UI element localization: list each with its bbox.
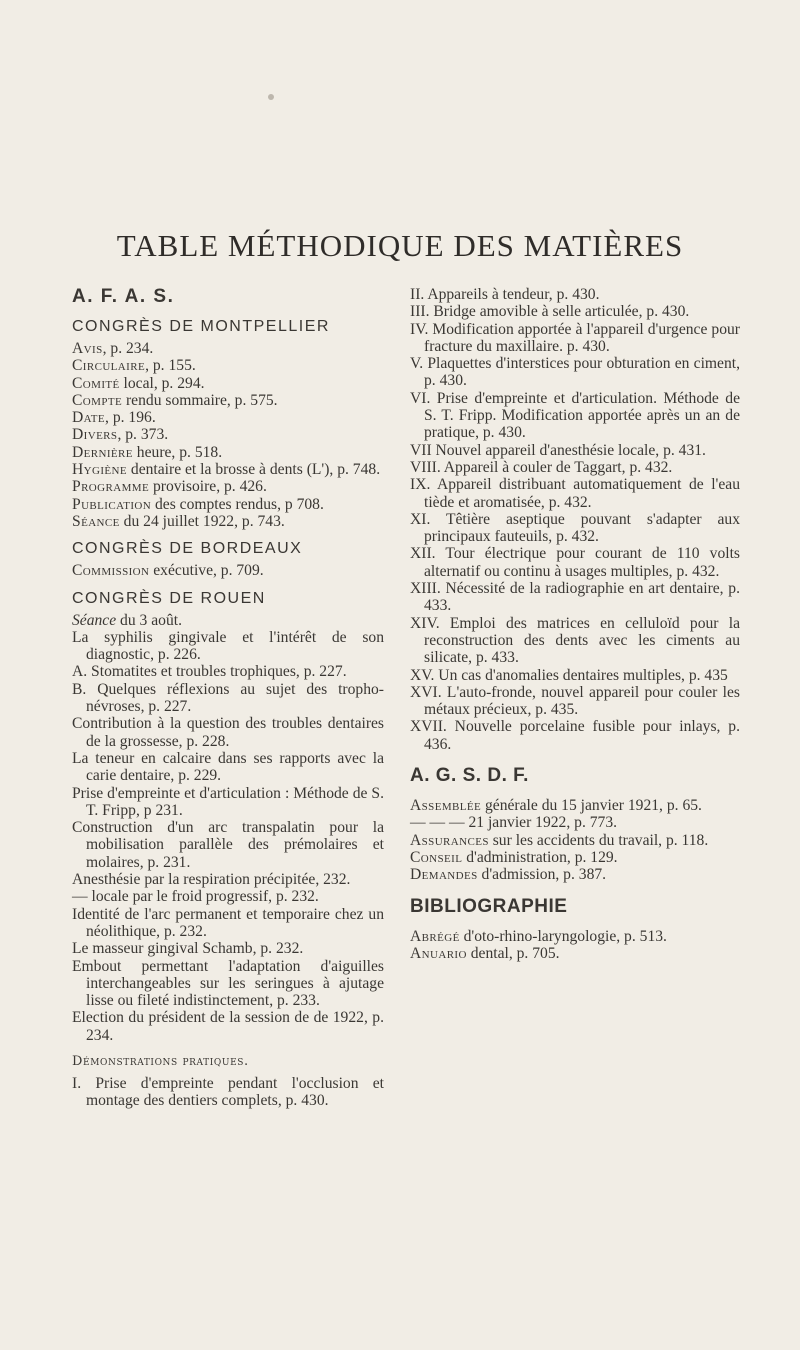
- index-entry: IX. Appareil distribuant automatiquement de l'eau tiède et aromatisée, p. 432.: [410, 476, 740, 511]
- index-entry: Demandes d'admission, p. 387.: [410, 866, 607, 884]
- index-entry: XV. Un cas d'anomalies dentaires multiples, p. 435: [410, 666, 728, 684]
- index-entry: XIII. Nécessité de la radiographie en art dentaire, p. 433.: [410, 580, 740, 615]
- index-entry: Embout permettant l'adaptation d'aiguilles interchangeables sur les seringues à ajutage lisse ou fileté indistinctement, p. 233.: [72, 957, 384, 1010]
- index-entry: Date, p. 196.: [72, 409, 156, 427]
- index-entry: Séance du 24 juillet 1922, p. 743.: [72, 512, 285, 530]
- agsdf-list: [410, 797, 740, 883]
- index-entry: A. Stomatites et troubles trophiques, p. 227.: [72, 663, 347, 681]
- index-entry: Circulaire, p. 155.: [72, 357, 196, 375]
- index-entry: Conseil d'administration, p. 129.: [410, 848, 618, 866]
- bordeaux-heading: CONGRÈS DE BORDEAUX: [72, 540, 303, 558]
- demonstrations-heading: Démonstrations pratiques.: [72, 1053, 249, 1069]
- index-entry: B. Quelques réflexions au sujet des tropho-névroses, p. 227.: [72, 680, 384, 716]
- index-entry: Assurances sur les accidents du travail, p. 118.: [410, 831, 709, 849]
- index-entry: II. Appareils à tendeur, p. 430.: [410, 286, 600, 303]
- section-bibliographie-heading: BIBLIOGRAPHIE: [410, 895, 568, 917]
- rouen-seance: Séance du 3 août.: [72, 611, 182, 629]
- index-entry: Anuario dental, p. 705.: [410, 944, 560, 962]
- index-entry: Programme provisoire, p. 426.: [72, 478, 267, 496]
- index-entry: La syphilis gingivale et l'intérêt de son diagnostic, p. 226.: [72, 628, 384, 664]
- left-column: [72, 286, 384, 1110]
- page-title: TABLE MÉTHODIQUE DES MATIÈRES: [116, 228, 684, 263]
- index-entry: — locale par le froid progressif, p. 232.: [72, 888, 319, 906]
- index-entry: Compte rendu sommaire, p. 575.: [72, 391, 278, 409]
- index-entry: XVII. Nouvelle porcelaine fusible pour inlays, p. 436.: [410, 718, 740, 753]
- index-entry: XII. Tour électrique pour courant de 110 volts alternatif ou continu à usages multiples, p. 432.: [410, 545, 740, 580]
- index-entry: Prise d'empreinte et d'articulation : Méthode de S. T. Fripp, p 231.: [72, 784, 384, 819]
- section-agsdf-heading: A. G. S. D. F.: [410, 765, 529, 787]
- index-entry: XIV. Emploi des matrices en celluloïd pour la reconstruction des dents avec les ciments au silicate, p. 433.: [410, 614, 740, 667]
- index-entry: Identité de l'arc permanent et temporaire chez un néolithique, p. 232.: [72, 905, 384, 940]
- index-entry: Avis, p. 234.: [72, 340, 154, 357]
- rouen-heading: CONGRÈS DE ROUEN: [72, 589, 266, 607]
- index-entry: Anesthésie par la respiration précipitée, 232.: [72, 871, 351, 889]
- montpellier-list: [72, 340, 384, 530]
- index-entry: Publication des comptes rendus, p 708.: [72, 495, 324, 513]
- bibliographie-list: [410, 928, 740, 963]
- right-column: [410, 286, 740, 962]
- index-entry: Comité local, p. 294.: [72, 374, 205, 392]
- index-entry: VII Nouvel appareil d'anesthésie locale, p. 431.: [410, 441, 706, 459]
- index-entry: Abrégé d'oto-rhino-laryngologie, p. 513.: [410, 927, 667, 945]
- index-entry: Election du président de la session de de 1922, p. 234.: [72, 1009, 384, 1044]
- index-entry: VI. Prise d'empreinte et d'articulation. Méthode de S. T. Fripp. Modification apportée après un an de pratique, p. 430.: [410, 389, 740, 442]
- index-entry: XI. Têtière aseptique pouvant s'adapter aux principaux fauteuils, p. 432.: [410, 510, 740, 546]
- index-entry: I. Prise d'empreinte pendant l'occlusion et montage des dentiers complets, p. 430.: [72, 1074, 384, 1110]
- montpellier-heading: CONGRÈS DE MONTPELLIER: [72, 318, 330, 335]
- index-entry: VIII. Appareil à couler de Taggart, p. 432.: [410, 458, 673, 476]
- index-entry: Hygiène dentaire et la brosse à dents (L'), p. 748.: [72, 461, 381, 479]
- index-entry: Divers, p. 373.: [72, 426, 169, 444]
- index-entry: Contribution à la question des troubles dentaires de la grossesse, p. 228.: [72, 715, 384, 750]
- index-entry: IV. Modification apportée à l'appareil d'urgence pour fracture du maxillaire. p. 430.: [410, 320, 740, 355]
- index-entry: Construction d'un arc transpalatin pour la mobilisation parallèle des prémolaires et molaires, p. 231.: [72, 819, 384, 871]
- section-afas-heading: A. F. A. S.: [72, 286, 175, 307]
- index-entry: III. Bridge amovible à selle articulée, p. 430.: [410, 303, 690, 321]
- rouen-list: [72, 629, 384, 1044]
- index-entry: Commission exécutive, p. 709.: [72, 562, 264, 580]
- index-entry: Dernière heure, p. 518.: [72, 443, 223, 461]
- index-entry: XVI. L'auto-fronde, nouvel appareil pour couler les métaux précieux, p. 435.: [410, 683, 740, 719]
- index-entry: — — — 21 janvier 1922, p. 773.: [410, 814, 618, 832]
- demonstrations-list: [410, 286, 740, 753]
- index-entry: Assemblée générale du 15 janvier 1921, p. 65.: [410, 797, 702, 815]
- index-entry: Le masseur gingival Schamb, p. 232.: [72, 940, 304, 958]
- index-entry: La teneur en calcaire dans ses rapports avec la carie dentaire, p. 229.: [72, 749, 384, 785]
- index-entry: V. Plaquettes d'interstices pour obturation en ciment, p. 430.: [410, 355, 740, 390]
- paper-speck: [268, 94, 274, 100]
